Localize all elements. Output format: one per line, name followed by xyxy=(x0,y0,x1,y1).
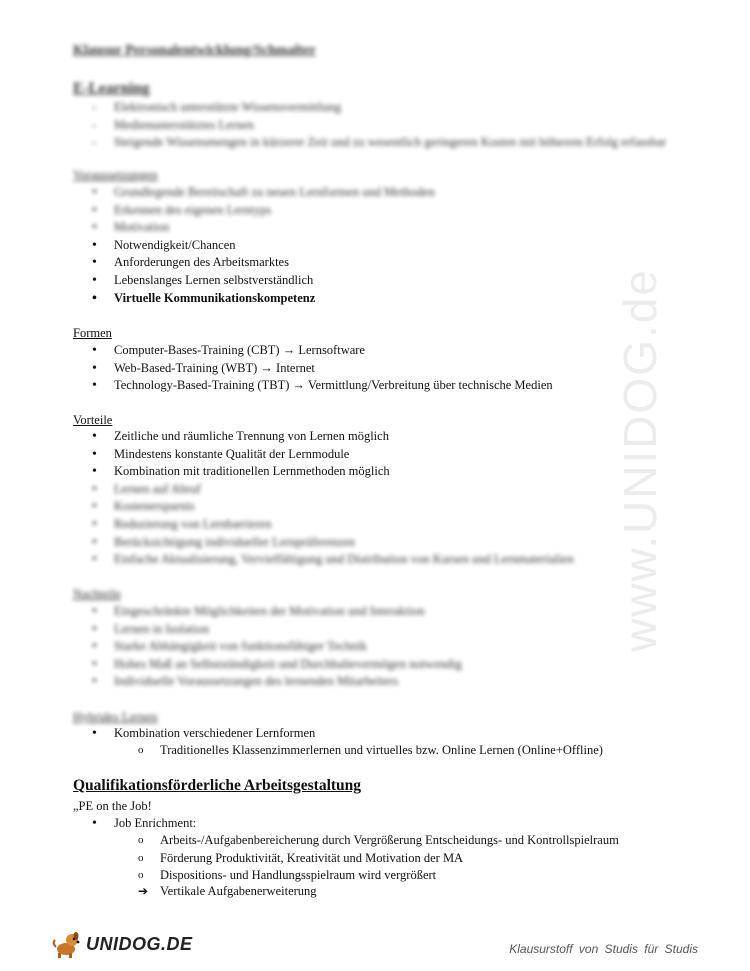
heading-hybrides: Hybrides Lernen xyxy=(73,710,158,724)
section-title-elearning: E-Learning xyxy=(73,80,150,97)
list-item: ➔ Vertikale Aufgabenerweiterung xyxy=(136,883,750,901)
heading-vorteile: Vorteile xyxy=(73,413,113,427)
list-item: • Kombination mit traditionellen Lernmethoden möglich xyxy=(90,463,730,481)
list-item: • Erkennen des eigenen Lerntyps xyxy=(90,202,730,220)
arrow-list xyxy=(136,883,750,901)
job-enrichment-sublist xyxy=(136,832,750,885)
list-item: • Kostenersparnis xyxy=(90,498,730,516)
list-item: • Hohes Maß an Selbstständigkeit und Durchhaltevermögen notwendig xyxy=(90,656,730,674)
voraussetzungen-list xyxy=(90,184,730,307)
list-item: o Dispositions- und Handlungsspielraum wird vergrößert xyxy=(136,867,750,885)
list-item: • Job Enrichment: xyxy=(90,815,730,833)
list-item: • Mindestens konstante Qualität der Lernmodule xyxy=(90,446,730,464)
pe-on-the-job: „PE on the Job! xyxy=(73,799,152,813)
list-item: • Virtuelle Kommunikationskompetenz xyxy=(90,290,730,308)
section-title-arbeitsgestaltung: Qualifikationsförderliche Arbeitsgestaltung xyxy=(73,777,362,794)
intro-list xyxy=(90,99,730,152)
formen-list xyxy=(90,342,730,395)
list-item: - Steigende Wissensmengen in kürzerer Zeit und zu wesentlich geringeren Kosten mit höherem Erfolg erfassbar xyxy=(90,134,730,152)
footer-tagline: Klausurstoff von Studis für Studis xyxy=(509,942,698,956)
list-item: • Web-Based-Training (WBT) → Internet xyxy=(90,360,730,378)
heading-nachteile: Nachteile xyxy=(73,587,121,601)
logo-text: UNIDOG.DE xyxy=(86,933,193,954)
list-item: - Medienunterstütztes Lernen xyxy=(90,117,730,135)
list-item: • Computer-Bases-Training (CBT) → Lernsoftware xyxy=(90,342,730,360)
doc-title: Klausur Personalentwicklung/Schmalter xyxy=(73,43,316,58)
hybrides-sublist xyxy=(136,742,750,760)
list-item: • Kombination verschiedener Lernformen xyxy=(90,725,730,743)
list-item: • Starke Abhängigkeit von funktionsfähiger Technik xyxy=(90,638,730,656)
list-item: o Förderung Produktivität, Kreativität und Motivation der MA xyxy=(136,850,750,868)
watermark-text: www.UNIDOG.de xyxy=(614,268,667,652)
list-item: • Reduzierung von Lernbarrieren xyxy=(90,516,730,534)
list-item: • Anforderungen des Arbeitsmarktes xyxy=(90,254,730,272)
list-item: • Grundlegende Bereitschaft zu neuen Lernformen und Methoden xyxy=(90,184,730,202)
list-item: • Einfache Aktualisierung, Vervielfältigung und Distribution von Kursen und Lernmaterialien xyxy=(90,551,730,569)
list-item: • Lernen in Isolation xyxy=(90,621,730,639)
list-item: • Lernen auf Abruf xyxy=(90,481,730,499)
list-item: • Lebenslanges Lernen selbstverständlich xyxy=(90,272,730,290)
list-item: • Berücksichtigung individueller Lernpräferenzen xyxy=(90,534,730,552)
vorteile-list xyxy=(90,428,730,569)
list-item: • Notwendigkeit/Chancen xyxy=(90,237,730,255)
job-enrichment-list xyxy=(90,815,730,833)
list-item: • Zeitliche und räumliche Trennung von Lernen möglich xyxy=(90,428,730,446)
heading-formen: Formen xyxy=(73,326,112,340)
list-item: • Individuelle Voraussetzungen des lernenden Mitarbeiters xyxy=(90,673,730,691)
hybrides-list xyxy=(90,725,730,743)
list-item: o Traditionelles Klassenzimmerlernen und virtuelles bzw. Online Lernen (Online+Offline) xyxy=(136,742,750,760)
dog-icon xyxy=(52,929,82,959)
list-item: • Technology-Based-Training (TBT) → Vermittlung/Verbreitung über technische Medien xyxy=(90,377,730,395)
nachteile-list xyxy=(90,603,730,691)
list-item: o Arbeits-/Aufgabenbereicherung durch Vergrößerung Entscheidungs- und Kontrollspielraum xyxy=(136,832,750,850)
list-item: - Elektronisch unterstützte Wissensvermittlung xyxy=(90,99,730,117)
list-item: • Motivation xyxy=(90,219,730,237)
heading-voraussetzungen: Voraussetzungen xyxy=(73,168,158,182)
unidog-logo xyxy=(52,928,193,960)
list-item: • Eingeschränkte Möglichkeiten der Motivation und Interaktion xyxy=(90,603,730,621)
